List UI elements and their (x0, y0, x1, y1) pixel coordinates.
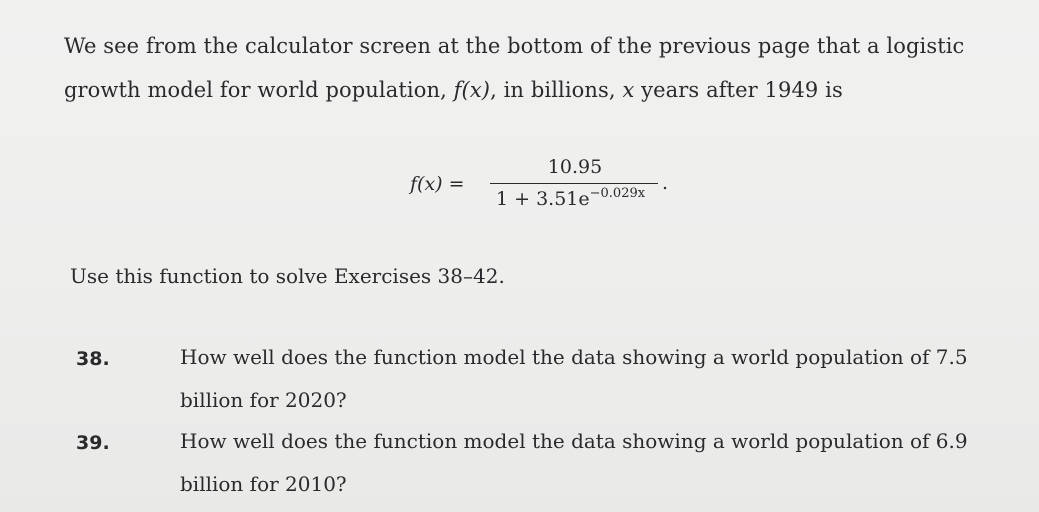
denominator-base: 1 + 3.51e (496, 188, 590, 210)
intro-line-1: We see from the calculator screen at the bottom of the previous page that a logistic (64, 34, 965, 58)
intro-line-2 (64, 78, 843, 102)
exercise-38-text: How well does the function model the data showing a world population of 7.5 billion for 2020? (180, 345, 968, 412)
instruction-text: Use this function to solve Exercises 38–42. (70, 264, 505, 288)
formula-period: . (662, 172, 669, 194)
function-symbol: f(x) (453, 78, 491, 102)
logistic-formula (408, 152, 708, 222)
formula-numerator: 10.95 (547, 156, 603, 178)
exercise-39-text: How well does the function model the data showing a world population of 6.9 billion for 2010? (180, 429, 968, 496)
intro-line-2-middle: , in billions, (490, 78, 623, 102)
exercise-39-number: 39. (76, 432, 110, 454)
intro-line-2-end: years after 1949 is (634, 78, 843, 102)
denominator-exponent: −0.029x (589, 186, 646, 201)
formula-lhs: f(x) = (410, 173, 465, 195)
formula-denominator (496, 188, 645, 210)
intro-line-2-start: growth model for world population, (64, 78, 454, 102)
variable-x: x (622, 78, 635, 102)
exercise-38-number: 38. (76, 348, 110, 370)
fraction-bar (490, 183, 658, 184)
